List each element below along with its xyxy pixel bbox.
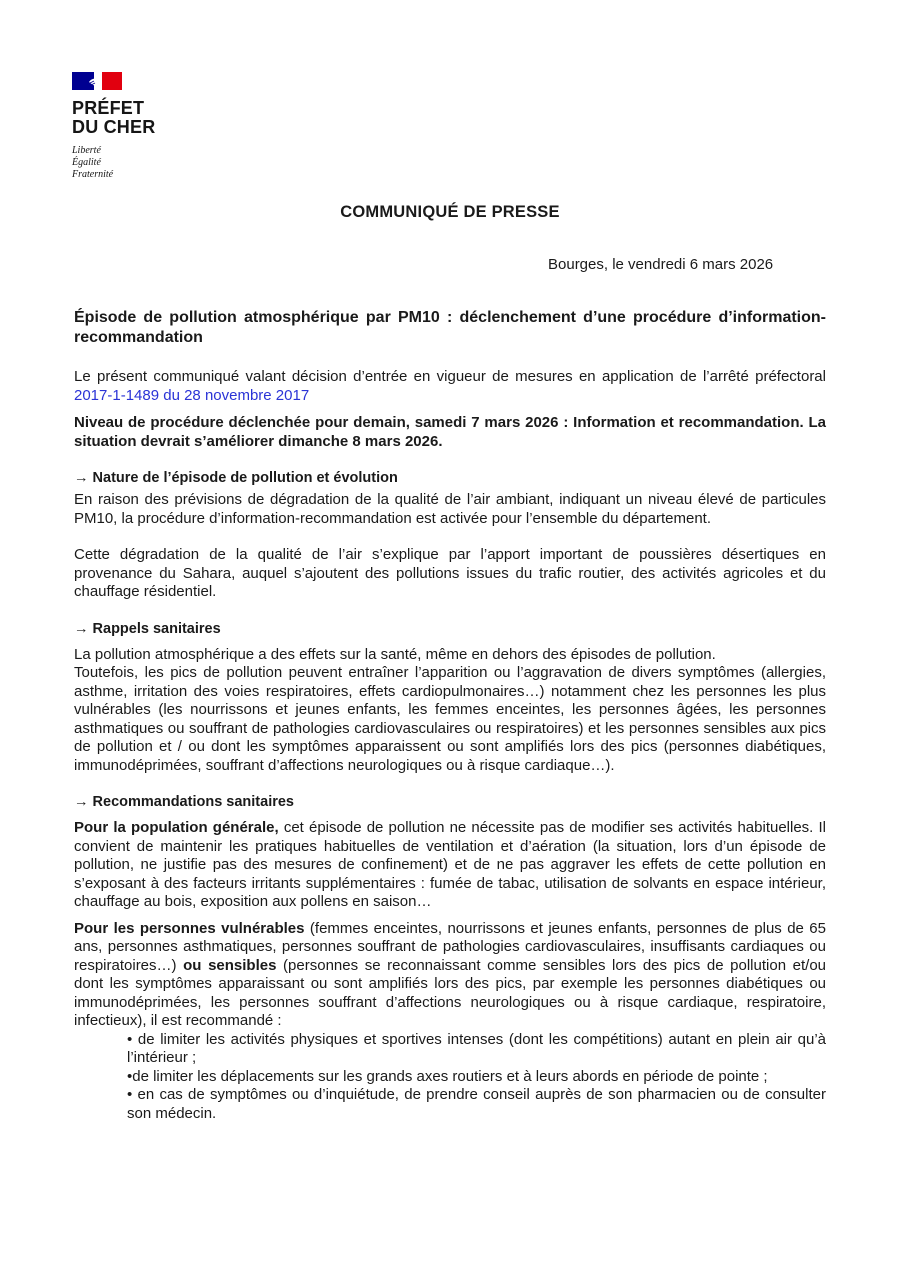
section-heading-recommandations: → Recommandations sanitaires [74,794,294,810]
list-item: • en cas de symptômes ou d’inquiétude, de prendre conseil auprès de son pharmacien ou de consulter son médecin. [127,1086,826,1122]
procedure-level: Niveau de procédure déclenchée pour demain, samedi 7 mars 2026 : Information et recommandation. La situation devrait s’améliorer dimanche 8 mars 2026. [74,414,826,450]
arrow-right-icon: → [74,794,89,810]
marianne-icon [87,73,103,89]
date-line: Bourges, le vendredi 6 mars 2026 [548,256,774,273]
arrow-right-icon: → [74,620,89,637]
list-item: • de limiter les activités physiques et sportives intenses (dont les compétitions) autant en plein air qu’à l’intérieur ; [127,1030,826,1066]
headline: Épisode de pollution atmosphérique par PM10 : déclenchement d’une procédure d’information-recommandation [74,309,826,346]
nature-paragraph-1: En raison des prévisions de dégradation de la qualité de l’air ambiant, indiquant un niveau élevé de particules PM10, la procédure d’information-recommandation est activée pour l’ensemble du département. [74,491,826,527]
recommendation-list [74,1031,826,1124]
document-body [74,308,826,1123]
intro-paragraph: Le présent communiqué valant décision d’entrée en vigueur de mesures en application de l’arrêté préfectoral 2017-1-1489 du 28 novembre 2017 [74,368,826,404]
list-item: •de limiter les déplacements sur les grands axes routiers et à leurs abords en période de pointe ; [127,1067,768,1085]
decree-link[interactable]: 2017-1-1489 du 28 novembre 2017 [74,386,310,404]
document-title: COMMUNIQUÉ DE PRESSE [340,203,560,221]
arrow-right-icon: → [74,470,89,486]
republic-motto: Liberté Égalité Fraternité [72,145,114,180]
general-population-paragraph: Pour la population générale, cet épisode de pollution ne nécessite pas de modifier ses activités habituelles. Il convient de maintenir les pratiques habituelles de ventilation et d’aération (la situation, lors d’un épisode de pollution, ne justifie pas des mesures de confinement) et de ne pas aggraver les effets de cette pollution en s’exposant à des facteurs irritants supplémentaires : fumée de tabac, utilisation de solvants en espace intérieur, chauffage au bois, exposition aux pollens en saison… [74,819,826,910]
nature-paragraph-2: Cette dégradation de la qualité de l’air s’explique par l’apport important de poussières désertiques en provenance du Sahara, auquel s’ajoutent des pollutions issues du trafic routier, des activités agricoles et du chauffage résidentiel. [74,546,826,600]
vulnerable-paragraph: Pour les personnes vulnérables (femmes enceintes, nourrissons et jeunes enfants, personnes de plus de 65 ans, personnes asthmatiques, personnes souffrant de pathologies cardiovasculaires, insuffisants cardiaques ou respiratoires…) ou sensibles (personnes se reconnaissant comme sensibles lors des pics de pollution et/ou dont les symptômes apparaissant ou sont amplifiés lors des pics, par exemple les personnes diabétiques ou immunodéprimées, les personnes souffrant d’affections neurologiques ou à risque cardiaque, respiratoire, infectieux), il est recommandé : [74,919,827,1029]
prefecture-name: PRÉFET DU CHER [72,98,156,137]
section-heading-nature: → Nature de l’épisode de pollution et évolution [74,470,398,486]
prefecture-logo [72,72,182,181]
rappels-paragraph-2: Toutefois, les pics de pollution peuvent entraîner l’apparition ou l’aggravation de divers symptômes (allergies, asthme, irritation des voies respiratoires, effets cardiopulmonaires…) notamment chez les personnes les plus vulnérables (les nourrissons et jeunes enfants, les femmes enceintes, les personnes âgées, les personnes asthmatiques ou souffrant de pathologies cardiovasculaires ou respiratoires) et les personnes sensibles aux pics de pollution et / ou dont les symptômes apparaissent ou sont amplifiés lors des pics (personnes diabétiques, immunodéprimées, souffrant d’affections neurologiques ou à risque cardiaque…). [74,664,826,774]
rappels-paragraph-1: La pollution atmosphérique a des effets sur la santé, même en dehors des épisodes de pollution. [74,645,716,663]
french-flag-icon [72,72,122,90]
section-heading-rappels: → Rappels sanitaires [74,620,221,637]
